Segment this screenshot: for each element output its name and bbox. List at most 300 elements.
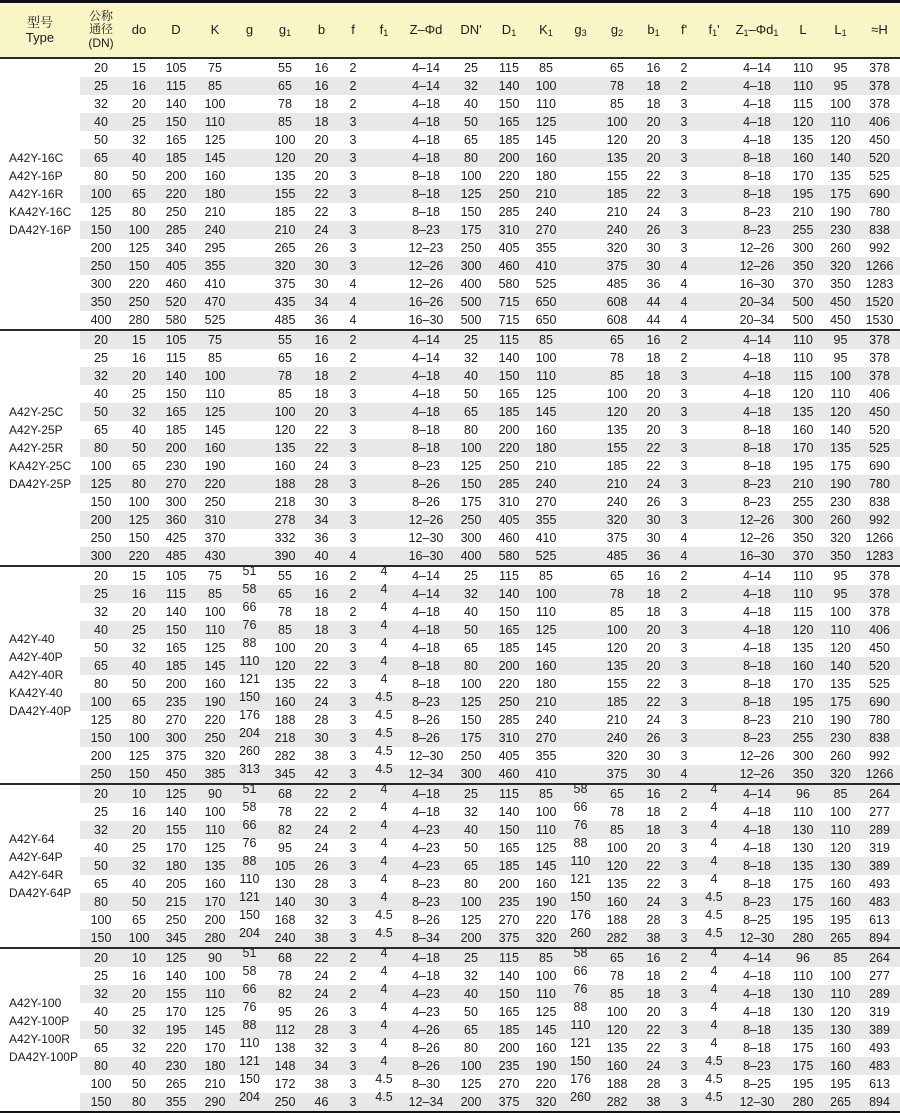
cell: 85	[610, 96, 624, 111]
cell: 4	[670, 257, 698, 275]
cell: 4–14	[730, 330, 784, 349]
cell	[234, 58, 265, 77]
cell: 220	[196, 475, 234, 493]
cell: 2	[338, 821, 368, 839]
cell: 2	[349, 60, 357, 75]
cell: 110	[528, 821, 564, 839]
cell: 175	[792, 876, 814, 891]
cell	[564, 547, 597, 566]
cell: 4	[368, 1057, 400, 1075]
cell: 4–26	[400, 1021, 452, 1039]
cell: 3	[670, 149, 698, 167]
cell: 150	[128, 530, 150, 545]
cell: 1530	[865, 312, 894, 327]
cell: 300	[452, 257, 490, 275]
cell: 22	[637, 185, 670, 203]
cell: 370	[204, 530, 226, 545]
cell: 3	[670, 511, 698, 529]
cell: 110	[784, 330, 822, 349]
cell: 36	[646, 276, 661, 291]
cell: 310	[498, 494, 520, 509]
cell: 100	[460, 676, 482, 691]
cell	[368, 239, 400, 257]
cell	[698, 95, 730, 113]
cell: 715	[498, 312, 520, 327]
cell	[234, 403, 265, 421]
cell: 110	[784, 566, 822, 585]
cell: 65	[94, 422, 108, 437]
cell: 300	[460, 530, 482, 545]
cell: 210	[265, 221, 305, 239]
cell	[234, 293, 265, 311]
cell: 285	[490, 475, 528, 493]
cell: 3	[680, 1076, 688, 1091]
cell: 170	[165, 840, 187, 855]
cell: 4	[368, 985, 400, 1003]
cell: 36	[314, 312, 329, 327]
cell: 100	[128, 494, 150, 509]
cell: 12–26	[730, 511, 784, 529]
table-row	[0, 1003, 900, 1021]
cell: 520	[156, 293, 196, 311]
cell: 200	[452, 1093, 490, 1112]
cell	[234, 203, 265, 221]
table-row	[0, 585, 900, 603]
cell: 100	[80, 693, 122, 711]
cell: 150	[165, 386, 187, 401]
cell	[564, 221, 597, 239]
cell: 493	[869, 876, 890, 891]
cell: 40	[464, 604, 478, 619]
cell	[698, 657, 730, 675]
cell: 389	[859, 1021, 900, 1039]
cell: 332	[274, 530, 296, 545]
cell: 110	[784, 77, 822, 95]
cell: 894	[859, 929, 900, 948]
cell: 3	[349, 1004, 357, 1019]
cell: 160	[535, 1040, 557, 1055]
cell: 613	[869, 1076, 890, 1091]
cell: 100	[204, 968, 226, 983]
table-row	[0, 457, 900, 475]
cell: 85	[528, 566, 564, 585]
cell: 280	[784, 1093, 822, 1112]
cell: 160	[265, 693, 305, 711]
cell: 450	[822, 293, 859, 311]
cell: 460	[490, 765, 528, 784]
cell: 50	[94, 132, 108, 147]
cell	[564, 77, 597, 95]
cell: 2	[349, 604, 357, 619]
cell: 188	[265, 475, 305, 493]
cell: 378	[869, 96, 890, 111]
cell: 2	[338, 566, 368, 585]
cell: 25	[132, 1004, 146, 1019]
cell: 500	[792, 312, 814, 327]
cell: 520	[859, 657, 900, 675]
cell: 2	[670, 585, 698, 603]
cell: 150	[156, 113, 196, 131]
cell: 8–25	[743, 1076, 771, 1091]
cell: 12–30	[408, 530, 444, 545]
cell: 145	[528, 1021, 564, 1039]
column-header: $g_2$	[597, 2, 637, 58]
cell: 350	[80, 293, 122, 311]
cell: 4.5	[375, 707, 393, 722]
cell: 200	[204, 912, 226, 927]
cell: 36	[314, 530, 329, 545]
cell	[564, 367, 597, 385]
cell: 410	[535, 530, 557, 545]
cell: 115	[793, 96, 813, 111]
cell: 85	[208, 350, 222, 365]
cell: 75	[196, 330, 234, 349]
cell: 22	[637, 439, 670, 457]
cell: 205	[165, 876, 187, 891]
column-header: D	[156, 2, 196, 58]
cell	[564, 385, 597, 403]
cell: 483	[859, 893, 900, 911]
cell: 300	[90, 276, 112, 291]
cell	[698, 693, 730, 711]
cell: 8–34	[400, 929, 452, 948]
cell: 100	[265, 403, 305, 421]
cell	[698, 639, 730, 657]
cell: 3	[349, 240, 357, 255]
cell: 24	[646, 204, 661, 219]
column-header: $g_3$	[564, 2, 597, 58]
cell	[698, 349, 730, 367]
cell: 160	[274, 458, 296, 473]
cell: 80	[452, 149, 490, 167]
cell: 65	[122, 185, 156, 203]
cell: 50	[132, 676, 146, 691]
cell: 125	[535, 840, 557, 855]
cell: 80	[132, 712, 146, 727]
cell: 110	[205, 386, 225, 401]
cell: 3	[680, 712, 688, 727]
cell: 250	[204, 494, 226, 509]
column-header: $K_1$	[528, 2, 564, 58]
cell: 8–23	[412, 458, 440, 473]
cell: 120	[830, 840, 851, 855]
cell: 4–14	[730, 948, 784, 967]
cell: 110	[822, 113, 859, 131]
cell: 2	[349, 96, 357, 111]
cell: 38	[637, 1093, 670, 1112]
cell: 190	[204, 458, 226, 473]
cell	[564, 113, 597, 131]
cell: 255	[784, 729, 822, 747]
cell: 285	[498, 204, 520, 219]
column-header: $b_1$	[637, 2, 670, 58]
cell: 220	[498, 676, 520, 691]
cell: 42	[305, 765, 338, 784]
cell: 260	[564, 929, 597, 948]
cell: 210	[528, 693, 564, 711]
type-cell	[0, 330, 80, 566]
cell: 4–23	[400, 821, 452, 839]
type-column-header	[0, 2, 80, 58]
cell: 2	[680, 804, 688, 819]
cell: 250	[196, 729, 234, 747]
cell: 160	[792, 422, 814, 437]
cell: 135	[784, 1021, 822, 1039]
table-row	[0, 875, 900, 893]
cell: 30	[305, 729, 338, 747]
cell: 32	[132, 1040, 146, 1055]
cell: 88	[234, 857, 265, 875]
cell: 160	[822, 1057, 859, 1075]
cell: 425	[165, 530, 187, 545]
cell: 195	[792, 912, 814, 927]
cell	[368, 149, 400, 167]
cell: 24	[646, 712, 661, 727]
cell: 345	[156, 929, 196, 948]
cell: 100	[274, 640, 296, 655]
cell: 34	[305, 293, 338, 311]
cell: 110	[239, 871, 260, 886]
cell: 350	[792, 530, 814, 545]
cell: 20	[637, 657, 670, 675]
cell: 4	[698, 985, 730, 1003]
cell: 95	[833, 350, 848, 365]
cell: 120	[606, 640, 628, 655]
table-row	[0, 511, 900, 529]
cell: 8–23	[730, 475, 784, 493]
cell: 85	[528, 948, 564, 967]
cell: 40	[132, 422, 146, 437]
cell: 80	[80, 1057, 122, 1075]
cell: 140	[265, 893, 305, 911]
table-row	[0, 603, 900, 621]
cell: 180	[528, 439, 564, 457]
cell: 110	[196, 985, 234, 1003]
cell: 80	[94, 168, 108, 183]
cell: 613	[869, 912, 890, 927]
cell: 125	[90, 204, 112, 219]
cell: 8–18	[730, 149, 784, 167]
cell: 3	[680, 494, 688, 509]
cell: 450	[869, 640, 890, 655]
cell: 200	[498, 876, 520, 891]
cell: 160	[196, 439, 234, 457]
cell: 125	[452, 693, 490, 711]
cell: 3	[680, 640, 688, 655]
cell: 18	[637, 77, 670, 95]
cell: 100	[196, 367, 234, 385]
cell: 150	[80, 929, 122, 948]
cell: 50	[464, 1004, 478, 1019]
cell: 30	[314, 494, 329, 509]
cell: 121	[234, 893, 265, 911]
cell: 3	[670, 439, 698, 457]
cell	[698, 729, 730, 747]
cell: 4–18	[400, 621, 452, 639]
cell: 838	[869, 494, 890, 509]
cell: 145	[535, 640, 557, 655]
table-row	[0, 257, 900, 275]
cell: 10	[122, 784, 156, 803]
cell: 715	[490, 293, 528, 311]
cell: 235	[490, 1057, 528, 1075]
table-row	[0, 857, 900, 875]
cell: 130	[822, 857, 859, 875]
cell: 300	[792, 748, 814, 763]
cell	[698, 185, 730, 203]
cell: 135	[784, 403, 822, 421]
cell: 22	[646, 676, 661, 691]
cell: 320	[204, 748, 226, 763]
type-label: KA42Y-16C	[9, 204, 72, 219]
cell: 375	[606, 530, 628, 545]
cell	[564, 603, 597, 621]
cell: 28	[314, 712, 329, 727]
cell: 3	[670, 857, 698, 875]
table-row	[0, 493, 900, 511]
cell: 3	[349, 204, 357, 219]
cell	[564, 693, 597, 711]
cell: 125	[90, 712, 112, 727]
cell: 145	[535, 132, 557, 147]
cell: 160	[830, 1040, 851, 1055]
cell: 24	[305, 221, 338, 239]
cell: 4	[670, 293, 698, 311]
cell: 20	[132, 96, 146, 111]
cell: 78	[278, 968, 292, 983]
cell: 400	[90, 312, 112, 327]
cell	[698, 221, 730, 239]
cell: 135	[597, 149, 637, 167]
cell: 3	[349, 1076, 357, 1091]
cell: 32	[122, 403, 156, 421]
cell: 3	[338, 657, 368, 675]
cell: 140	[498, 968, 520, 983]
cell: 80	[464, 1040, 478, 1055]
type-label: A42Y-64	[9, 831, 55, 846]
cell	[698, 421, 730, 439]
cell: 130	[792, 1004, 814, 1019]
cell: 4–18	[743, 640, 771, 655]
cell	[698, 711, 730, 729]
cell: 18	[646, 604, 661, 619]
cell: 140	[490, 585, 528, 603]
cell: 105	[165, 60, 187, 75]
cell: 3	[349, 386, 357, 401]
cell: 150	[460, 712, 482, 727]
cell: 135	[792, 640, 814, 655]
cell: 3	[349, 748, 357, 763]
cell: 20	[637, 621, 670, 639]
cell: 650	[528, 293, 564, 311]
column-header: ≈H	[859, 2, 900, 58]
cell: 96	[784, 948, 822, 967]
cell: 300	[784, 511, 822, 529]
cell: 40	[94, 840, 108, 855]
cell: 50	[464, 840, 478, 855]
cell	[698, 493, 730, 511]
cell: 185	[490, 1021, 528, 1039]
cell: 4	[698, 1021, 730, 1039]
cell: 8–18	[743, 676, 771, 691]
table-row	[0, 1021, 900, 1039]
cell: 460	[165, 276, 187, 291]
cell: 100	[122, 929, 156, 948]
cell	[564, 529, 597, 547]
cell: 450	[830, 312, 851, 327]
cell: 22	[305, 948, 338, 967]
cell: 150	[490, 821, 528, 839]
cell: 690	[869, 458, 890, 473]
cell: 430	[196, 547, 234, 566]
type-label: KA42Y-40	[9, 685, 63, 700]
type-cell	[0, 58, 80, 330]
cell: 130	[274, 876, 296, 891]
cell	[234, 475, 265, 493]
cell: 120	[822, 403, 859, 421]
cell: 4	[680, 530, 688, 545]
cell: 66	[573, 963, 588, 978]
cell	[368, 275, 400, 293]
cell: 4–18	[730, 403, 784, 421]
cell: 3	[680, 422, 688, 437]
cell: 125	[460, 912, 482, 927]
cell: 8–26	[400, 729, 452, 747]
cell: 2	[670, 784, 698, 803]
cell: 65	[94, 876, 108, 891]
cell: 4	[698, 784, 730, 803]
cell: 8–26	[400, 475, 452, 493]
cell: 2	[670, 77, 698, 95]
cell: 894	[859, 1093, 900, 1112]
cell: 165	[156, 403, 196, 421]
cell: 85	[597, 985, 637, 1003]
cell: 2	[338, 985, 368, 1003]
cell: 3	[680, 168, 688, 183]
cell: 100	[528, 585, 564, 603]
cell: 3	[338, 1093, 368, 1112]
cell: 220	[128, 276, 150, 291]
cell: 215	[156, 893, 196, 911]
cell: 105	[265, 857, 305, 875]
cell: 20	[132, 604, 146, 619]
cell: 22	[646, 458, 661, 473]
cell: 406	[859, 621, 900, 639]
cell: 200	[165, 168, 187, 183]
cell: 12–26	[739, 530, 775, 545]
cell: 58	[242, 963, 257, 978]
cell	[368, 58, 400, 77]
cell: 20	[314, 168, 329, 183]
cell: 125	[535, 1004, 557, 1019]
cell: 38	[305, 929, 338, 948]
cell: 16	[122, 585, 156, 603]
cell: 12–26	[408, 276, 444, 291]
cell: 50	[452, 113, 490, 131]
cell: 4	[349, 312, 357, 327]
cell: 20	[646, 132, 661, 147]
cell: 30	[637, 257, 670, 275]
cell: 140	[490, 77, 528, 95]
cell: 1520	[859, 293, 900, 311]
column-header: b	[305, 2, 338, 58]
cell: 125	[528, 113, 564, 131]
cell: 190	[830, 204, 851, 219]
cell: 485	[156, 547, 196, 566]
cell: 320	[265, 257, 305, 275]
cell: 15	[122, 566, 156, 585]
cell: 110	[822, 985, 859, 1003]
